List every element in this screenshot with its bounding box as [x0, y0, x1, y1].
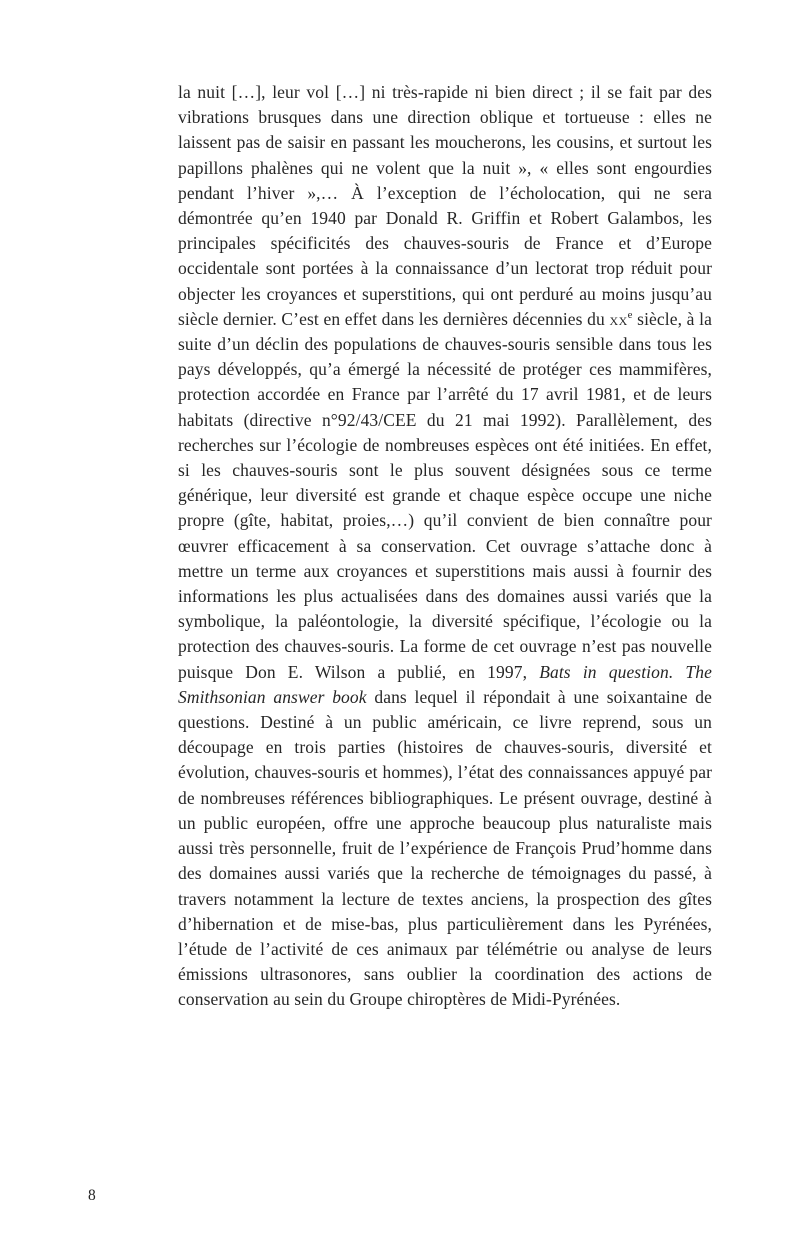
body-paragraph — [178, 80, 712, 1013]
text-run: la nuit […], leur vol […] ni très-rapide ni bien direct ; il se fait par des vibrations brusques dans une direction oblique et tortueuse : elles ne laissent pas de saisir en passant les moucherons, les cousins, et surtout les papillons phalènes qui ne volent que la nuit », « elles sont engourdies pendant l’hiver »,… À l’exception de l’écholocation, qui ne sera démontrée qu’en 1940 par Donald R. Griffin et Robert Galambos, les principales spécificités des chauves-souris de France et d’Europe occidentale sont portées à la connaissance d’un lectorat trop réduit pour objecter les croyances et superstitions, qui ont perduré au moins jusqu’au siècle dernier. C’est en effet dans les dernières décennies du — [178, 82, 712, 329]
page-number: 8 — [88, 1187, 96, 1204]
book-title-italic: Bats in question. The Smithsonian answer book — [178, 661, 712, 707]
ordinal-superscript: e — [627, 309, 633, 321]
text-run: dans lequel il répondait à une soixantaine de questions. Destiné à un public américain, ce livre reprend, sous un découpage en trois parties (histoires de chauves-souris, diversité et évolution, chauves-souris et hommes), l’état des connaissances appuyé par de nombreuses références bibliographiques. Le présent ouvrage, destiné à un public européen, offre une approche beaucoup plus naturaliste mais aussi très personnelle, fruit de l’expérience de François Prud’homme dans des domaines aussi variés que la recherche de témoignages du passé, à travers notamment la lecture de textes anciens, la prospection des gîtes d’hibernation et de mise-bas, plus particulièrement dans les Pyrénées, l’étude de l’activité de ces animaux par télémétrie ou analyse de leurs émissions ultrasonores, sans oublier la coordination des actions de conservation au sein du Groupe chiroptères de Midi-Pyrénées. — [178, 686, 713, 1010]
text-run: siècle, à la suite d’un déclin des populations de chauves-souris sensible dans tous les pays développés, qu’a émergé la nécessité de protéger ces mammifères, protection accordée en France par l’arrêté du 17 avril 1981, et de leurs habitats (directive n°92/43/CEE du 21 mai 1992). Parallèlement, des recherches sur l’écologie de nombreuses espèces ont été initiées. En effet, si les chauves-souris sont le plus souvent désignées sous ce terme générique, leur diversité est grande et chaque espèce occupe une niche propre (gîte, habitat, proies,…) qu’il convient de bien connaître pour œuvrer efficacement à sa conservation. Cet ouvrage s’attache donc à mettre un terme aux croyances et superstitions mais aussi à fournir des informations les plus actualisées dans des domaines aussi variés que la symbolique, la paléontologie, la diversité spécifique, l’écologie ou la protection des chauves-souris. La forme de cet ouvrage n’est pas nouvelle puisque Don E. Wilson a publié, en 1997, — [178, 308, 712, 682]
century-smallcaps: xx — [609, 308, 628, 329]
